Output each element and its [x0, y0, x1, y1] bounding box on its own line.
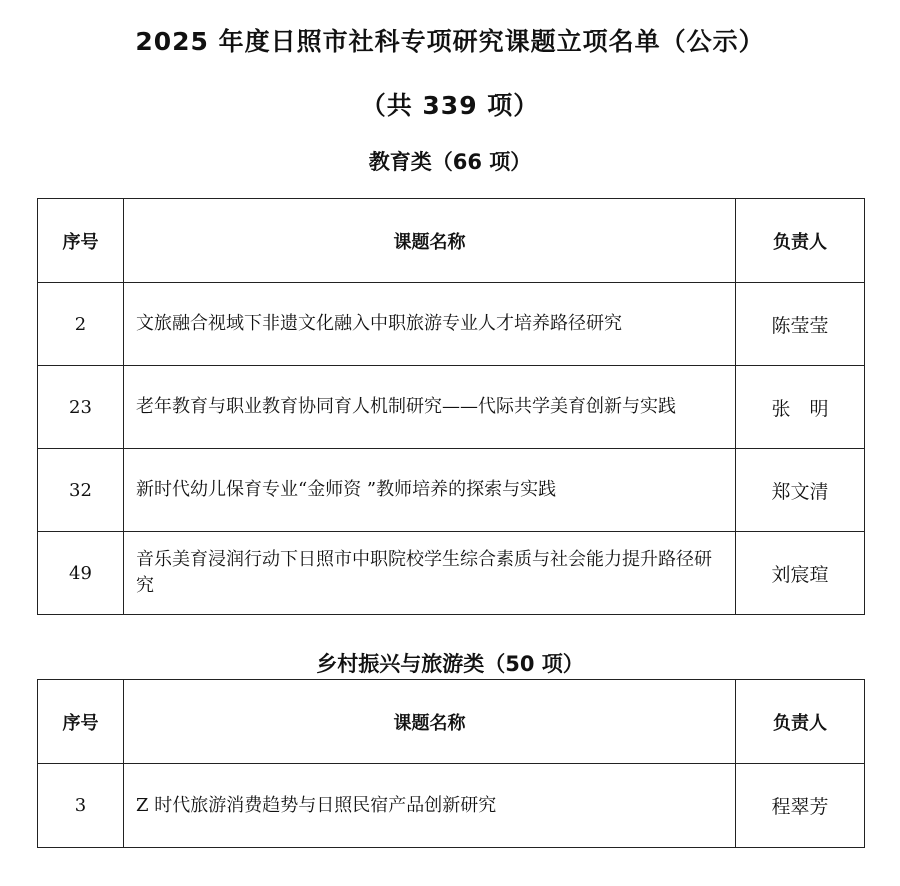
row-leader: 张 明	[736, 366, 865, 449]
row-topic: 老年教育与职业教育协同育人机制研究——代际共学美育创新与实践	[124, 366, 736, 449]
table-row	[38, 764, 865, 848]
education-table	[37, 198, 865, 615]
row-leader: 郑文清	[736, 449, 865, 532]
row-number: 49	[38, 532, 124, 615]
row-topic: 音乐美育浸润行动下日照市中职院校学生综合素质与社会能力提升路径研究	[124, 532, 736, 615]
header-number: 序号	[38, 199, 124, 283]
section-title-education: 教育类（66 项）	[368, 150, 532, 174]
row-leader: 陈莹莹	[736, 283, 865, 366]
document-subtitle: （共 339 项）	[360, 91, 540, 120]
table-row	[38, 449, 865, 532]
section-title-rural-tourism: 乡村振兴与旅游类（50 项）	[316, 652, 584, 676]
row-number: 23	[38, 366, 124, 449]
row-topic: 新时代幼儿保育专业“金师资 ”教师培养的探索与实践	[124, 449, 736, 532]
header-number: 序号	[38, 680, 124, 764]
document-title: 2025 年度日照市社科专项研究课题立项名单（公示）	[135, 27, 765, 56]
table-header-row	[38, 199, 865, 283]
rural-tourism-table	[37, 679, 865, 848]
row-topic: 文旅融合视域下非遗文化融入中职旅游专业人才培养路径研究	[124, 283, 736, 366]
table-row	[38, 532, 865, 615]
row-leader: 刘宸瑄	[736, 532, 865, 615]
header-topic: 课题名称	[124, 680, 736, 764]
row-leader: 程翠芳	[736, 764, 865, 848]
row-number: 3	[38, 764, 124, 848]
row-number: 32	[38, 449, 124, 532]
header-topic: 课题名称	[124, 199, 736, 283]
table-header-row	[38, 680, 865, 764]
header-leader: 负责人	[736, 680, 865, 764]
table-row	[38, 283, 865, 366]
header-leader: 负责人	[736, 199, 865, 283]
table-row	[38, 366, 865, 449]
row-topic: Z 时代旅游消费趋势与日照民宿产品创新研究	[124, 764, 736, 848]
row-number: 2	[38, 283, 124, 366]
